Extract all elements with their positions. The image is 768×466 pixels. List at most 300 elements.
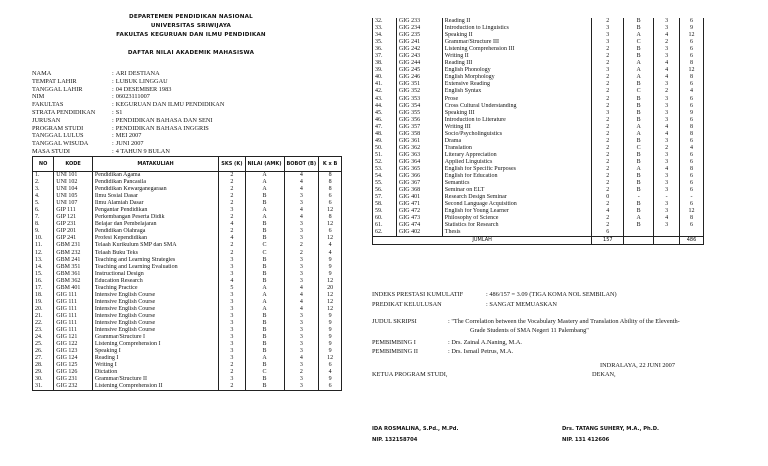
course-weight: 4	[654, 131, 680, 138]
course-weight: 4	[654, 74, 680, 81]
course-credits: 2	[219, 179, 245, 186]
course-code: GIG 363	[396, 152, 442, 159]
student-info-value: 4 TAHUN 9 BULAN	[115, 147, 170, 155]
dekan-name: Drs. TATANG SUHERY, M.A., Ph.D.	[562, 426, 659, 432]
course-weight: 3	[284, 228, 319, 235]
skripsi-title-line2: Grade Students of SMA Negeri 11 Palembang"	[470, 327, 589, 334]
course-name: Pendidikan Olahraga	[92, 228, 218, 235]
course-credits: 3	[219, 313, 245, 320]
course-kxb: 9	[319, 341, 342, 348]
course-grade	[624, 229, 654, 237]
course-name: Ilmu Sosial Dasar	[92, 193, 218, 200]
course-name: Applied Linguistics	[442, 159, 592, 166]
course-weight: 3	[284, 264, 319, 271]
course-credits: 3	[219, 327, 245, 334]
student-info-colon: :	[112, 147, 114, 155]
course-grade: B	[245, 383, 284, 391]
course-name: English Morphology	[442, 74, 592, 81]
course-weight: 4	[654, 67, 680, 74]
course-no: 38.	[373, 60, 397, 67]
course-weight: 3	[284, 193, 319, 200]
course-kxb: 6	[680, 152, 704, 159]
course-code: GIG 111	[54, 292, 93, 299]
table-row	[373, 180, 704, 187]
course-kxb: 6	[680, 46, 704, 53]
course-credits: 3	[219, 320, 245, 327]
course-code: UNI 104	[54, 186, 93, 193]
table-row	[373, 145, 704, 152]
course-code: GIG 125	[54, 362, 93, 369]
course-name: Second Language Acquisition	[442, 201, 592, 208]
course-weight: 2	[284, 250, 319, 257]
supervisor2-name: : Drs. Ismail Petrus, M.A.	[448, 348, 514, 355]
course-no: 57.	[373, 194, 397, 201]
table-row	[373, 67, 704, 74]
totals-blank	[624, 237, 654, 245]
table-row	[33, 186, 342, 193]
course-code: GIG 366	[396, 173, 442, 180]
course-grade: A	[245, 292, 284, 299]
university-heading: UNIVERSITAS SRIWIJAYA	[150, 23, 232, 29]
course-grade: B	[245, 228, 284, 235]
student-info-row	[32, 125, 224, 133]
table-row	[373, 194, 704, 201]
course-credits: 2	[219, 214, 245, 221]
course-credits: 3	[219, 334, 245, 341]
course-name: Ilmu Alamiah Dasar	[92, 200, 218, 207]
course-kxb: 8	[319, 186, 342, 193]
course-grade: B	[245, 271, 284, 278]
course-credits: 2	[592, 187, 624, 194]
course-no: 23.	[33, 327, 54, 334]
table-row	[33, 214, 342, 221]
course-no: 49.	[373, 138, 397, 145]
course-no: 56.	[373, 187, 397, 194]
course-grade: B	[624, 96, 654, 103]
course-name: Drama	[442, 138, 592, 145]
course-kxb: 8	[680, 60, 704, 67]
table-row	[33, 327, 342, 334]
course-kxb: 6	[319, 228, 342, 235]
course-kxb: 6	[680, 81, 704, 88]
course-no: 2.	[33, 179, 54, 186]
course-kxb: 4	[680, 88, 704, 95]
course-credits: 2	[592, 88, 624, 95]
course-kxb: 6	[680, 96, 704, 103]
ipk-value: : 486/157 = 3.09 (TIGA KOMA NOL SEMBILAN)	[486, 291, 617, 298]
course-weight: 3	[654, 18, 680, 25]
course-grade: B	[624, 18, 654, 25]
course-no: 33.	[373, 25, 397, 32]
course-grade: -	[624, 194, 654, 201]
table-row	[373, 110, 704, 117]
course-no: 32.	[373, 18, 397, 25]
course-code: GIG 351	[396, 81, 442, 88]
course-weight: 3	[654, 187, 680, 194]
grades-table-left	[32, 156, 342, 391]
course-kxb: 8	[680, 131, 704, 138]
student-info-colon: :	[112, 70, 114, 77]
course-code: GIG 356	[396, 117, 442, 124]
course-credits: 2	[219, 172, 245, 180]
student-info-colon: :	[112, 85, 114, 93]
course-code: GIG 111	[54, 306, 93, 313]
course-credits: 3	[219, 341, 245, 348]
course-no: 29.	[33, 369, 54, 376]
course-name: Prose	[442, 96, 592, 103]
table-header-row	[33, 157, 342, 172]
ketua-nip: NIP. 132158704	[372, 437, 418, 443]
student-info-value: LUBUK LINGGAU	[115, 77, 168, 85]
course-kxb: 12	[680, 208, 704, 215]
course-no: 51.	[373, 152, 397, 159]
course-no: 42.	[373, 88, 397, 95]
course-weight: 3	[284, 383, 319, 391]
course-name: Writing II	[442, 53, 592, 60]
course-kxb: 4	[680, 145, 704, 152]
course-grade: A	[624, 60, 654, 67]
course-credits: 3	[219, 348, 245, 355]
course-code: GBM 401	[54, 285, 93, 292]
course-kxb: 6	[319, 200, 342, 207]
course-name: Reading III	[442, 60, 592, 67]
course-name: Teaching and Learning Evaluation	[92, 264, 218, 271]
predikat-label: PREDIKAT KELULUSAN	[372, 301, 442, 308]
course-name: Telaah Buku Teks	[92, 250, 218, 257]
course-name: Education Research	[92, 278, 218, 285]
course-kxb: 6	[680, 187, 704, 194]
course-grade: B	[245, 193, 284, 200]
course-code: GIG 233	[396, 18, 442, 25]
course-weight: 2	[654, 39, 680, 46]
course-weight: 4	[284, 355, 319, 362]
table-row	[373, 53, 704, 60]
course-name: Profesi Kependidikan	[92, 235, 218, 242]
course-weight: 3	[654, 25, 680, 32]
course-grade: A	[624, 215, 654, 222]
student-info-row	[32, 117, 224, 125]
table-row	[33, 172, 342, 180]
course-weight: -	[654, 194, 680, 201]
course-grade: B	[245, 320, 284, 327]
course-code: GIG 234	[396, 25, 442, 32]
table-row	[373, 46, 704, 53]
table-row	[373, 166, 704, 173]
course-no: 9.	[33, 228, 54, 235]
course-kxb: 6	[680, 173, 704, 180]
course-grade: B	[624, 110, 654, 117]
course-no: 19.	[33, 299, 54, 306]
skripsi-label: JUDUL SKRIPSI	[372, 318, 417, 325]
table-row	[373, 25, 704, 32]
course-no: 37.	[373, 53, 397, 60]
course-credits: 2	[592, 138, 624, 145]
course-kxb: 8	[680, 124, 704, 131]
table-row	[373, 88, 704, 95]
course-grade: A	[245, 214, 284, 221]
course-credits: 2	[592, 152, 624, 159]
course-name: Reading I	[92, 355, 218, 362]
course-name: Introduction to Linguistics	[442, 25, 592, 32]
course-kxb: 9	[680, 110, 704, 117]
student-info-value: MEI 2007	[115, 132, 142, 140]
course-weight: 4	[654, 215, 680, 222]
student-info-value: S1	[115, 108, 123, 116]
course-code: GIG 126	[54, 369, 93, 376]
course-no: 3.	[33, 186, 54, 193]
course-grade: C	[245, 250, 284, 257]
course-weight: 3	[284, 235, 319, 242]
student-info-colon: :	[112, 101, 114, 109]
student-info-value: 06023111007	[115, 93, 150, 101]
course-no: 17.	[33, 285, 54, 292]
course-code: GIG 358	[396, 131, 442, 138]
course-kxb: 6	[680, 201, 704, 208]
course-code: GIP 231	[54, 221, 93, 228]
course-kxb: 12	[680, 67, 704, 74]
course-grade: B	[245, 221, 284, 228]
student-info-value: JUNI 2007	[115, 140, 144, 148]
course-weight: 3	[284, 221, 319, 228]
course-name: Perkembangan Peserta Didik	[92, 214, 218, 221]
course-no: 48.	[373, 131, 397, 138]
course-weight: 4	[284, 186, 319, 193]
student-info-row	[32, 93, 224, 101]
course-credits: 2	[592, 166, 624, 173]
course-grade: B	[624, 103, 654, 110]
course-credits: 2	[592, 103, 624, 110]
course-kxb: 6	[319, 362, 342, 369]
course-weight: 3	[284, 348, 319, 355]
course-name: Pendidikan Pancasila	[92, 179, 218, 186]
course-weight: 4	[654, 166, 680, 173]
course-name: Listening Comprehension I	[92, 341, 218, 348]
course-name: Cross Cultural Understanding	[442, 103, 592, 110]
course-no: 31.	[33, 383, 54, 391]
course-no: 40.	[373, 74, 397, 81]
course-grade: B	[245, 376, 284, 383]
table-row	[373, 222, 704, 229]
course-code: UNI 101	[54, 172, 93, 180]
course-weight: 3	[654, 103, 680, 110]
table-row	[33, 299, 342, 306]
course-name: Statistics for Research	[442, 222, 592, 229]
table-row	[373, 215, 704, 222]
course-credits: 2	[592, 180, 624, 187]
student-info-label: TEMPAT LAHIR	[32, 77, 77, 85]
course-grade: B	[624, 208, 654, 215]
course-code: UNI 102	[54, 179, 93, 186]
course-grade: B	[245, 341, 284, 348]
course-no: 54.	[373, 173, 397, 180]
student-info-colon: :	[112, 132, 114, 140]
course-kxb: 12	[319, 207, 342, 214]
course-no: 61.	[373, 222, 397, 229]
course-name: Writing I	[92, 362, 218, 369]
course-name: English Phonology	[442, 67, 592, 74]
course-credits: 3	[219, 299, 245, 306]
course-credits: 2	[592, 60, 624, 67]
course-credits: 3	[592, 67, 624, 74]
table-row	[33, 285, 342, 292]
student-info-label: NIM	[32, 93, 45, 101]
course-kxb: 9	[319, 313, 342, 320]
col-no-header: NO	[33, 157, 54, 172]
table-row	[33, 348, 342, 355]
table-row	[33, 250, 342, 257]
course-name: Seminar on ELT	[442, 187, 592, 194]
table-row	[33, 228, 342, 235]
course-code: GIG 123	[54, 348, 93, 355]
course-weight: 3	[284, 362, 319, 369]
course-name: Teaching Practice	[92, 285, 218, 292]
course-grade: B	[245, 334, 284, 341]
course-name: Thesis	[442, 229, 592, 237]
course-credits: 2	[219, 369, 245, 376]
course-no: 34.	[373, 32, 397, 39]
course-code: GIG 357	[396, 124, 442, 131]
course-credits: 3	[592, 32, 624, 39]
course-name: Instructional Design	[92, 271, 218, 278]
student-info-value: ARI DESTIANA	[115, 70, 160, 77]
course-kxb: 8	[680, 74, 704, 81]
course-weight: 2	[654, 145, 680, 152]
course-grade: A	[624, 131, 654, 138]
course-no: 16.	[33, 278, 54, 285]
course-code: GIG 352	[396, 88, 442, 95]
table-row	[33, 207, 342, 214]
table-row	[373, 124, 704, 131]
course-no: 12.	[33, 250, 54, 257]
course-kxb: 12	[680, 32, 704, 39]
course-kxb: 8	[319, 179, 342, 186]
course-code: GIG 367	[396, 180, 442, 187]
grades-table-right	[372, 18, 704, 245]
course-weight: 3	[284, 278, 319, 285]
course-no: 52.	[373, 159, 397, 166]
course-weight: 3	[284, 271, 319, 278]
course-weight	[654, 229, 680, 237]
course-code: GIG 243	[396, 53, 442, 60]
course-grade: A	[245, 306, 284, 313]
course-code: GIG 402	[396, 229, 442, 237]
course-name: Intensive English Course	[92, 306, 218, 313]
course-code: GBM 351	[54, 264, 93, 271]
course-weight: 3	[284, 200, 319, 207]
table-row	[33, 200, 342, 207]
course-credits: 6	[592, 229, 624, 237]
course-no: 21.	[33, 313, 54, 320]
course-credits: 2	[592, 18, 624, 25]
course-kxb: 9	[319, 327, 342, 334]
course-credits: 3	[219, 292, 245, 299]
course-no: 55.	[373, 180, 397, 187]
course-no: 36.	[373, 46, 397, 53]
table-row	[373, 131, 704, 138]
course-weight: 4	[284, 207, 319, 214]
course-name: Pendidikan Agama	[92, 172, 218, 180]
course-no: 35.	[373, 39, 397, 46]
student-info-value: PENDIDIKAN BAHASA INGGRIS	[115, 124, 209, 132]
course-grade: B	[245, 257, 284, 264]
course-credits: 3	[592, 110, 624, 117]
student-info-value: PENDIDIKAN BAHASA DAN SENI	[115, 116, 213, 124]
supervisor1-name: : Drs. Zainal A.Naning, M.A.	[448, 339, 522, 346]
course-code: GBM 361	[54, 271, 93, 278]
course-credits: 2	[592, 117, 624, 124]
course-kxb: 4	[319, 250, 342, 257]
course-credits: 5	[219, 285, 245, 292]
course-no: 4.	[33, 193, 54, 200]
student-info-label: NAMA	[32, 70, 52, 77]
course-weight: 4	[654, 60, 680, 67]
course-grade: C	[245, 369, 284, 376]
course-name: English for Education	[442, 173, 592, 180]
course-name: Philosophy of Science	[442, 215, 592, 222]
course-code: GIG 244	[396, 60, 442, 67]
course-code: GIG 242	[396, 46, 442, 53]
course-code: GIG 353	[396, 96, 442, 103]
course-no: 24.	[33, 334, 54, 341]
course-credits: 2	[592, 159, 624, 166]
table-row	[373, 18, 704, 25]
course-kxb: 8	[680, 215, 704, 222]
table-row	[33, 355, 342, 362]
course-name: English for Young Learner	[442, 208, 592, 215]
course-code: GIP 111	[54, 207, 93, 214]
course-kxb: 4	[319, 369, 342, 376]
course-code: GIP 241	[54, 235, 93, 242]
course-weight: 2	[654, 88, 680, 95]
course-code: GIG 231	[54, 376, 93, 383]
course-weight: 3	[284, 334, 319, 341]
student-info-label: FAKULTAS	[32, 101, 64, 109]
course-no: 10.	[33, 235, 54, 242]
course-name: Speaking I	[92, 348, 218, 355]
course-no: 44.	[373, 103, 397, 110]
course-credits: 2	[592, 124, 624, 131]
course-grade: B	[624, 46, 654, 53]
place-date: INDRALAYA, 22 JUNI 2007	[600, 362, 675, 369]
course-no: 59.	[373, 208, 397, 215]
student-info-row	[32, 78, 224, 86]
course-grade: C	[624, 88, 654, 95]
course-kxb: 12	[319, 235, 342, 242]
course-credits: 4	[592, 208, 624, 215]
col-course-header: MATAKULIAH	[92, 157, 218, 172]
course-credits: 2	[592, 215, 624, 222]
course-credits: 2	[219, 193, 245, 200]
ipk-label: INDEKS PRESTASI KUMULATIF	[372, 291, 464, 298]
table-row	[373, 208, 704, 215]
course-weight: 3	[654, 159, 680, 166]
student-info-colon: :	[112, 140, 114, 148]
col-grade-header: NILAI (AMK)	[245, 157, 284, 172]
student-info-row	[32, 132, 224, 140]
course-credits: 4	[219, 278, 245, 285]
course-credits: 2	[592, 46, 624, 53]
ketua-title: KETUA PROGRAM STUDI,	[372, 371, 448, 378]
course-kxb: 9	[319, 376, 342, 383]
course-name: Dictation	[92, 369, 218, 376]
table-row	[33, 313, 342, 320]
course-no: 45.	[373, 110, 397, 117]
dekan-nip: NIP. 131 412606	[562, 437, 610, 443]
course-code: GIG 246	[396, 74, 442, 81]
course-credits: 3	[219, 306, 245, 313]
course-kxb: 6	[680, 39, 704, 46]
course-kxb: 9	[319, 271, 342, 278]
